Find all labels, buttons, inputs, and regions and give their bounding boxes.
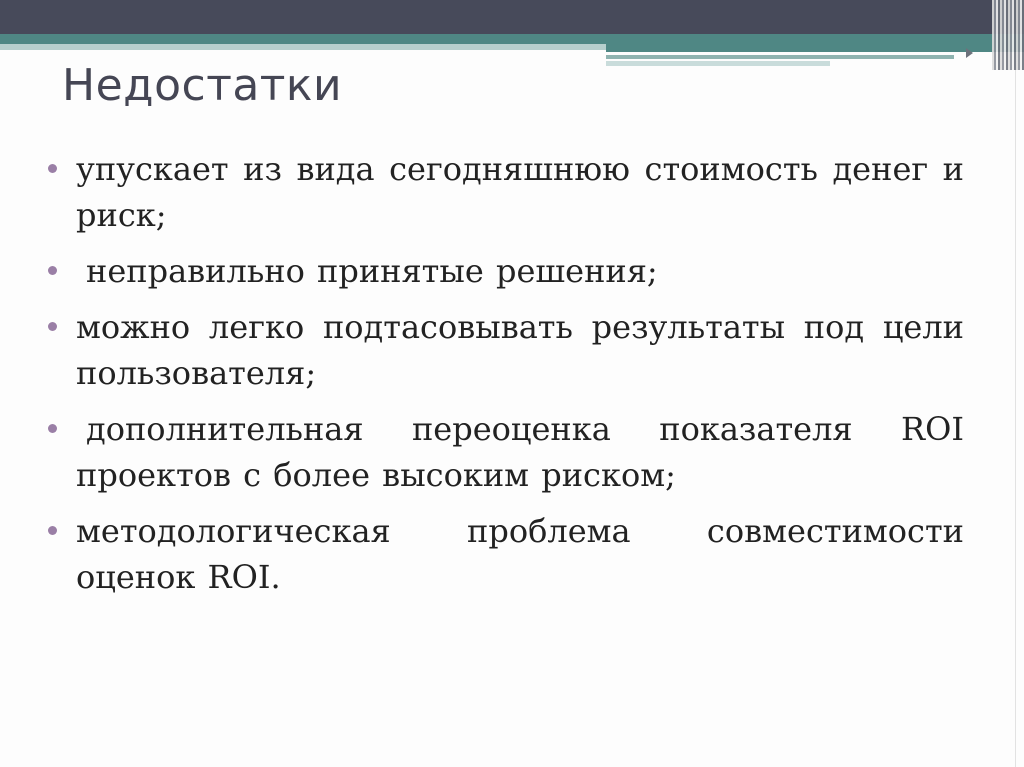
header-band-right-block <box>606 44 1024 52</box>
bullet-dot-icon <box>48 164 57 173</box>
header-band-teal <box>0 34 1024 44</box>
bullet-item <box>48 406 964 498</box>
bullet-text: дополнительная переоценка показателя ROI проектов с более высоким риском; <box>76 410 964 494</box>
bullet-text: методологическая проблема совместимости оценок ROI. <box>76 512 964 596</box>
triangle-right-icon <box>966 48 973 58</box>
header-band-dark <box>0 0 1024 34</box>
header-band-right-strip-2 <box>606 61 830 66</box>
right-edge-line <box>1015 70 1016 767</box>
bullet-item <box>48 304 964 396</box>
bullet-item <box>48 248 964 294</box>
bullet-dot-icon <box>48 526 57 535</box>
bullet-item <box>48 508 964 600</box>
bullet-list <box>48 146 964 610</box>
bullet-text: упускает из вида сегодняшнюю стоимость денег и риск; <box>76 150 964 234</box>
header-band-right-strip <box>606 55 954 59</box>
bullet-dot-icon <box>48 322 57 331</box>
slide-title: Недостатки <box>62 60 343 111</box>
bullet-item <box>48 146 964 238</box>
bullet-text: неправильно принятые решения; <box>86 252 658 290</box>
bullet-dot-icon <box>48 424 57 433</box>
bullet-dot-icon <box>48 266 57 275</box>
bullet-text: можно легко подтасовывать результаты под цели пользователя; <box>76 308 964 392</box>
header-stripes-decoration <box>992 0 1024 70</box>
